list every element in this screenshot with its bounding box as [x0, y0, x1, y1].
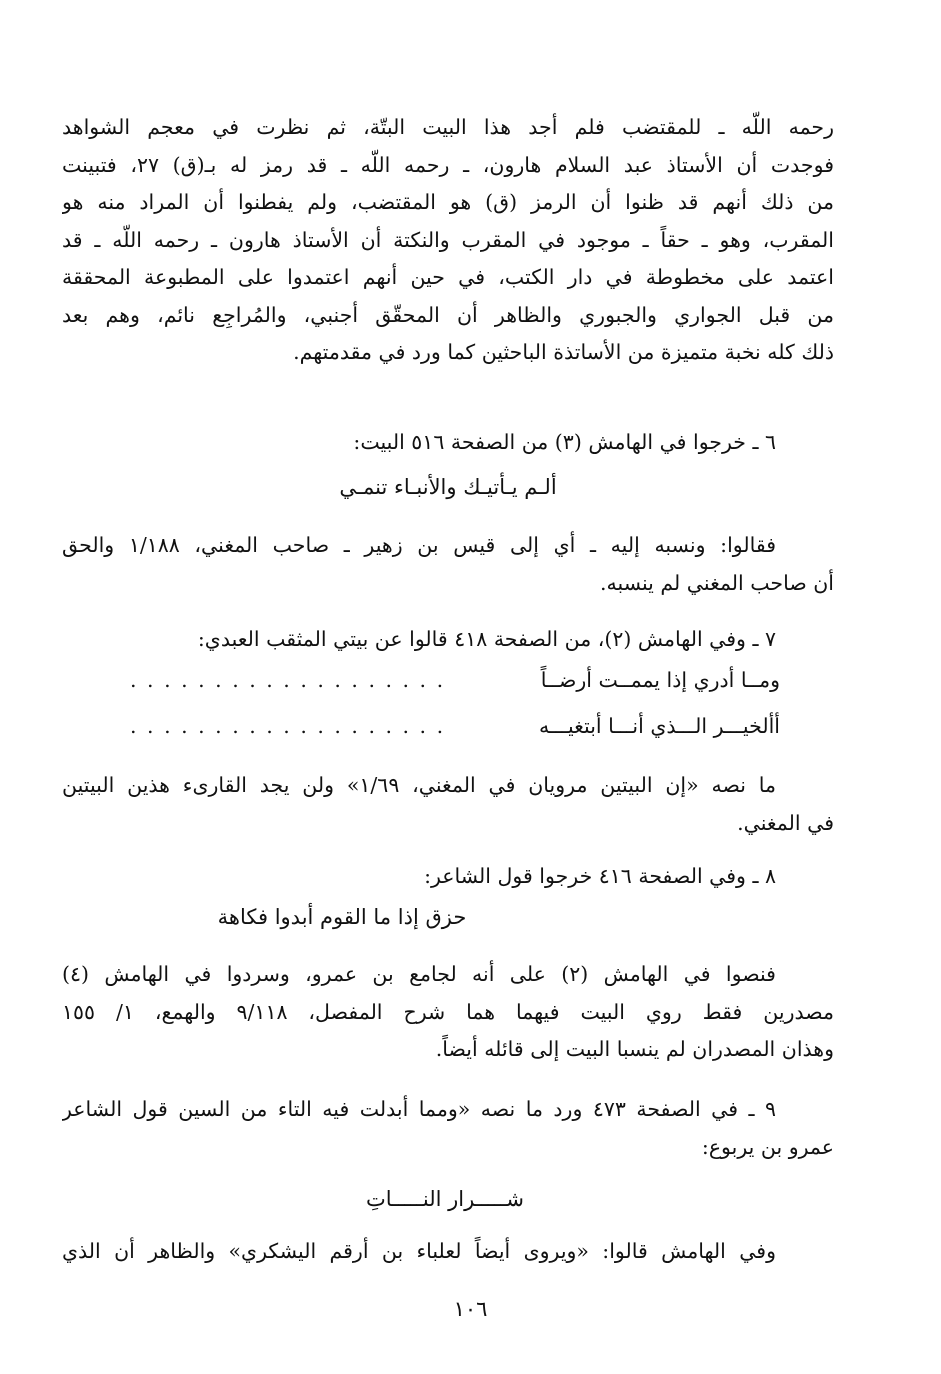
text-line: من ذلك أنهم قد ظنوا أن الرمز (ق) هو المقتضب، ولم يفطنوا أن المراد منه هو — [62, 190, 834, 214]
item-7-verse-2 — [130, 714, 780, 750]
item-6-heading-block — [62, 424, 834, 462]
text-line: في المغني. — [737, 810, 834, 835]
text-line: ٩ ـ في الصفحة ٤٧٣ ورد ما نصه «ومما أبدلت فيه التاء من السين قول الشاعر — [62, 1097, 776, 1121]
verse-ellipsis: . . . . . . . . . . . . . . . . . . . — [130, 714, 446, 738]
item-6-verse: ألـم يـأتيـك والأنبـاء تنمـي — [339, 475, 557, 499]
text-line: اعتمد على مخطوطة في دار الكتب، في حين أنهم اعتمدوا على المطبوعة المحققة — [62, 265, 834, 289]
item-7-heading-block — [62, 621, 834, 659]
text-line: فوجدت أن الأستاذ عبد السلام هارون، ـ رحمه اللّه ـ قد رمز له بـ(ق) ٢٧، فتبينت — [62, 152, 834, 177]
text-line: ذلك كله نخبة متميزة من الأساتذة الباحثين كما ورد في مقدمتهم. — [293, 340, 834, 364]
item-8-verse: حزق إذا ما القوم أبدوا فكاهة — [217, 905, 467, 929]
text-line: أن صاحب المغني لم ينسبه. — [600, 570, 834, 595]
verse-ellipsis: . . . . . . . . . . . . . . . . . . . — [130, 668, 446, 692]
item-8-heading: ٨ ـ وفي الصفحة ٤١٦ خرجوا قول الشاعر: — [424, 864, 776, 888]
page-number: ١٠٦ — [453, 1297, 488, 1321]
item-9-verse: شـــــرار النـــــاتِ — [365, 1187, 525, 1211]
item-7-commentary — [62, 767, 834, 842]
text-line: ما نصه «إن البيتين مرويان في المغني، ١/٦٩» ولن يجد القارىء هذين البيتين — [62, 773, 776, 797]
text-line: رحمه اللّه ـ للمقتضب فلم أجد هذا البيت البتّة، ثم نظرت في معجم الشواهد — [62, 115, 834, 139]
text-line: فقالوا: ونسبه إليه ـ أي إلى قيس بن زهير ـ صاحب المغني، ١/١٨٨ والحق — [62, 533, 777, 557]
item-9-footnote-block — [62, 1233, 834, 1271]
item-8-heading-block — [62, 858, 834, 896]
item-9-block — [62, 1091, 834, 1166]
text-line: مصدرين فقط روي البيت فيهما هما شرح المفصل، ٩/١١٨ والهمع، ١/ ١٥٥ — [62, 999, 834, 1024]
text-line: من قبل الجواري والجبوري والظاهر أن المحقّق أجنبي، والمُراجِع نائم، وهم بعد — [62, 302, 834, 327]
verse-first-hemistich: أألخيـــر الـــذي أنـــا أبتغيـــه — [538, 714, 780, 738]
text-line: وفي الهامش قالوا: «ويروى أيضاً لعلباء بن أرقم اليشكري» والظاهر أن الذي — [62, 1239, 776, 1263]
paragraph-continuation — [62, 109, 834, 372]
item-6-heading: ٦ ـ خرجوا في الهامش (٣) من الصفحة ٥١٦ البيت: — [353, 430, 776, 454]
text-line: عمرو بن يربوع: — [701, 1134, 834, 1159]
item-7-heading: ٧ ـ وفي الهامش (٢)، من الصفحة ٤١٨ قالوا عن بيتي المثقب العبدي: — [197, 627, 776, 651]
text-line: وهذان المصدران لم ينسبا البيت إلى قائله أيضاً. — [435, 1037, 834, 1061]
text-line: المقرب، وهو ـ حقاً ـ موجود في المقرب والنكتة أن الأستاذ هارون ـ رحمه اللّه ـ قد — [62, 227, 834, 252]
verse-first-hemistich: ومــا أدري إذا يممــت أرضــاً — [540, 668, 780, 692]
item-6-commentary — [62, 527, 834, 602]
item-8-commentary — [62, 956, 834, 1069]
item-7-verse-1 — [130, 668, 780, 704]
text-line: فنصوا في الهامش (٢) على أنه لجامع بن عمرو، وسردوا في الهامش (٤) — [62, 962, 776, 986]
